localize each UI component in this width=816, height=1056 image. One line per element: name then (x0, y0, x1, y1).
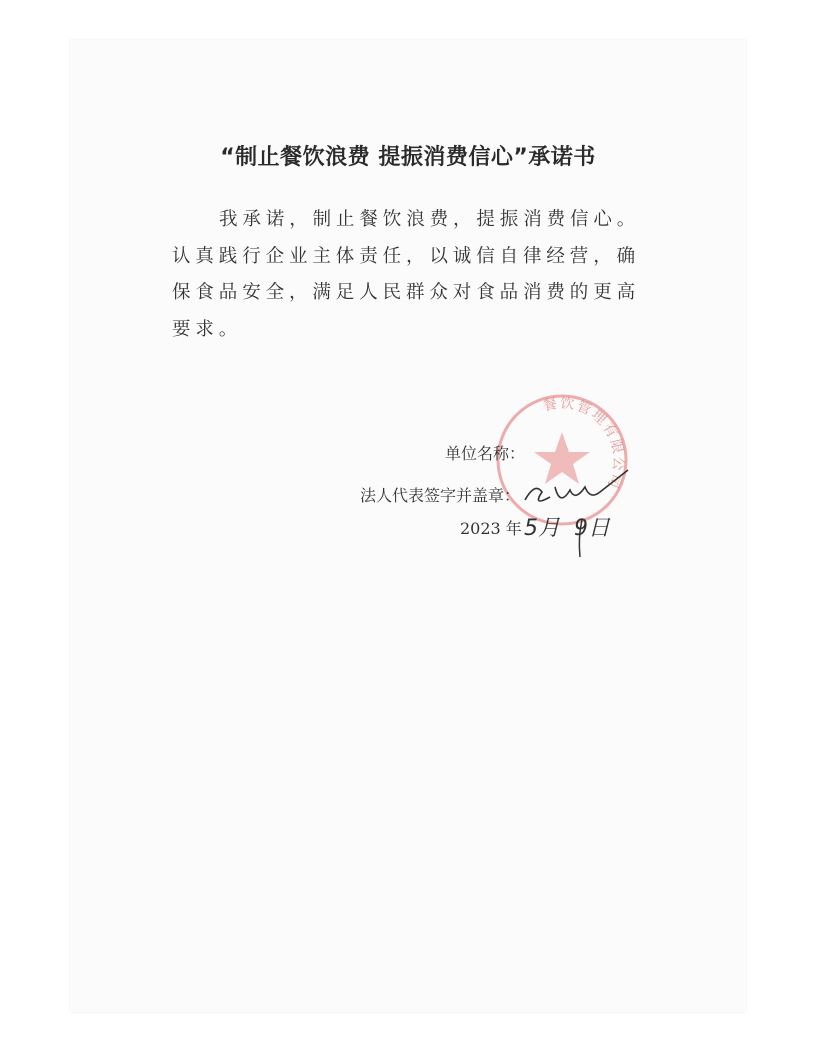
document-title: “制止餐饮浪费 提振消费信心”承诺书 (220, 145, 596, 170)
date-day: 9日 (574, 516, 610, 541)
paper-sheet (70, 40, 746, 1012)
unit-name-label: 单位名称： (445, 444, 526, 463)
date-year: 2023 年 (460, 519, 522, 538)
pledge-body: 我承诺，制止餐饮浪费，提振消费信心。认真践行企业主体责任，以诚信自律经营，确保食品安全，满足人民群众对食品消费的更高要求。 (172, 209, 641, 340)
signature-label: 法人代表签字并盖章： (360, 486, 521, 505)
svg-text:餐饮管理有限公司: 餐饮管理有限公司 (541, 395, 627, 492)
date-month: 5月 (524, 516, 560, 541)
